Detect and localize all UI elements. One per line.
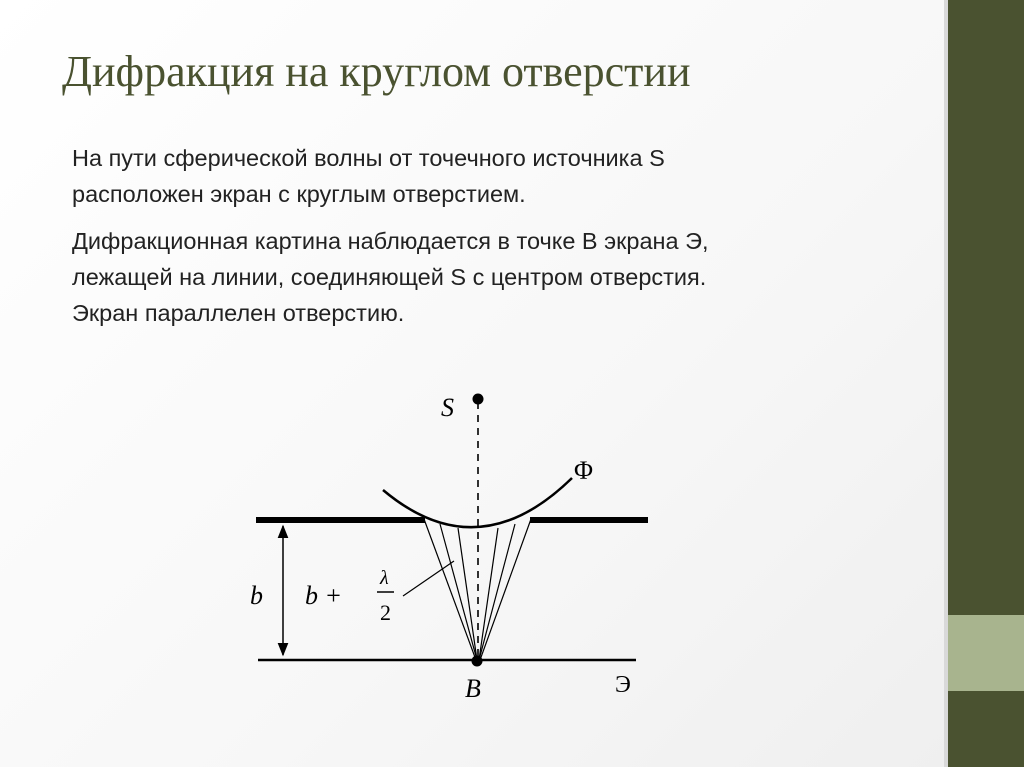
observation-point	[472, 656, 483, 667]
paragraph-2-line-2: лежащей на линии, соединяющей S с центром отверстия.	[72, 264, 707, 290]
label-source: S	[441, 393, 454, 422]
label-two: 2	[380, 600, 391, 625]
label-wavefront: Φ	[574, 456, 594, 485]
side-rail-accent	[948, 615, 1024, 691]
label-path: b +	[305, 581, 343, 610]
label-screen: Э	[615, 672, 631, 698]
source-point	[473, 394, 484, 405]
paragraph-2-line-1: Дифракционная картина наблюдается в точке В экрана Э,	[72, 228, 709, 254]
label-lambda: λ	[380, 567, 389, 589]
label-point: B	[465, 674, 481, 703]
paragraph-1-line-2: расположен экран с круглым отверстием.	[72, 181, 526, 207]
slide-title: Дифракция на круглом отверстии	[62, 47, 691, 96]
label-distance: b	[250, 581, 263, 610]
paragraph-2-line-3: Экран параллелен отверстию.	[72, 300, 405, 326]
paragraph-1-line-1: На пути сферической волны от точечного источника S	[72, 145, 665, 171]
